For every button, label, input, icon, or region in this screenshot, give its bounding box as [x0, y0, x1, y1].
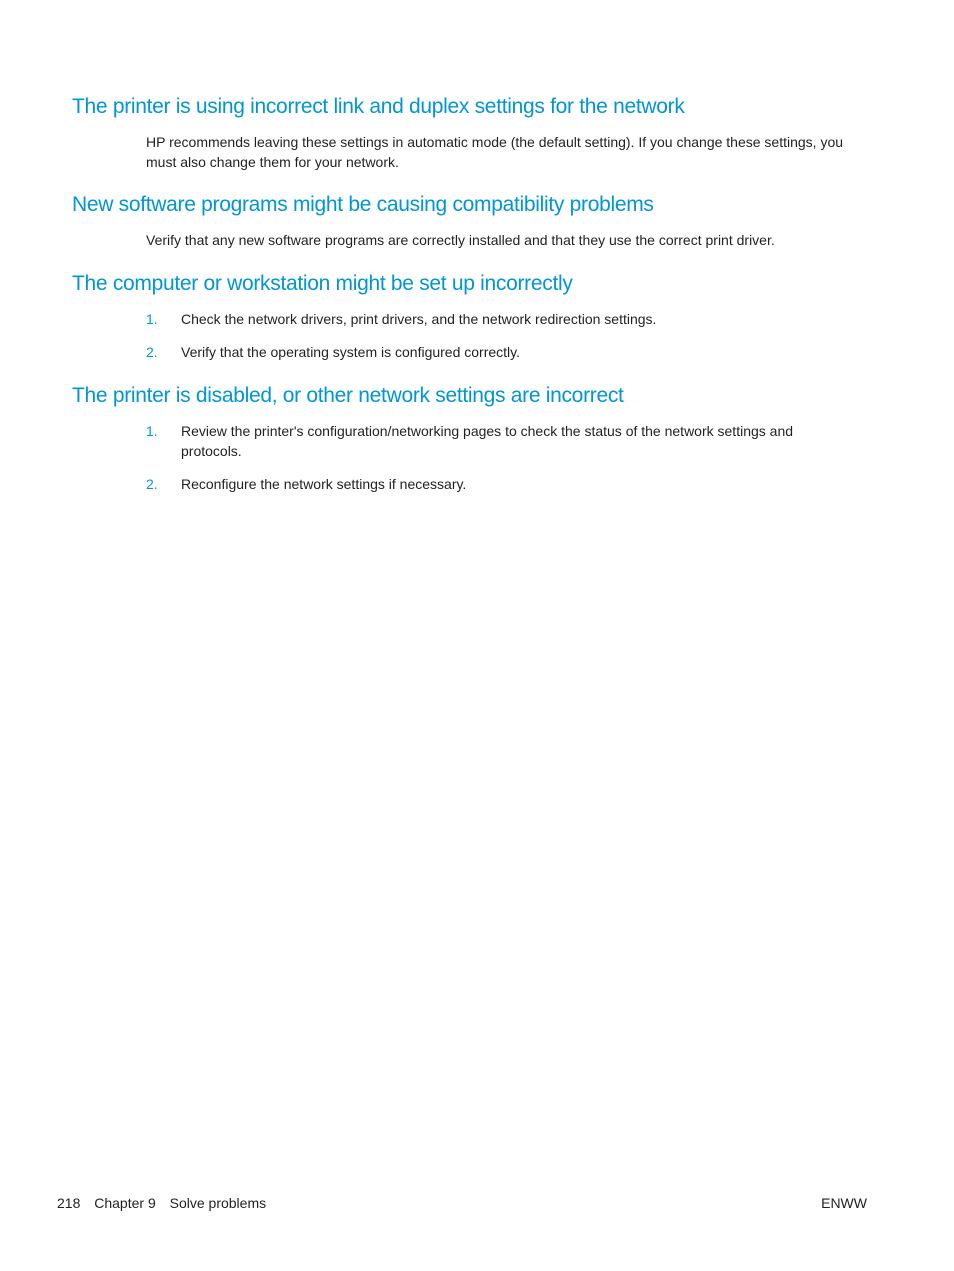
step-number: 1. — [146, 423, 158, 439]
section-heading-computer-setup: The computer or workstation might be set up incorrectly — [72, 272, 573, 295]
chapter-title: Solve problems — [169, 1195, 267, 1211]
step-number: 1. — [146, 311, 158, 327]
page-number: 218 — [57, 1195, 81, 1211]
section-paragraph-software-programs: Verify that any new software programs are correctly installed and that they use the correct print driver. — [146, 232, 775, 248]
step-text: Review the printer's configuration/networking pages to check the status of the network settings and protocols. — [181, 423, 794, 459]
step-number: 2. — [146, 476, 158, 492]
section-heading-link-duplex: The printer is using incorrect link and duplex settings for the network — [72, 95, 685, 118]
chapter-label: Chapter 9 — [94, 1195, 156, 1211]
section-heading-printer-disabled: The printer is disabled, or other network settings are incorrect — [72, 384, 624, 407]
step-text: Check the network drivers, print drivers, and the network redirection settings. — [181, 311, 657, 327]
page-footer-left — [57, 1193, 276, 1213]
step-number: 2. — [146, 344, 158, 360]
section-paragraph-link-duplex: HP recommends leaving these settings in automatic mode (the default setting). If you change these settings, you must also change them for your network. — [146, 134, 844, 170]
section-heading-software-programs: New software programs might be causing compatibility problems — [72, 193, 654, 216]
step-text: Verify that the operating system is configured correctly. — [181, 344, 521, 360]
step-text: Reconfigure the network settings if necessary. — [181, 476, 467, 492]
footer-locale: ENWW — [821, 1195, 867, 1211]
